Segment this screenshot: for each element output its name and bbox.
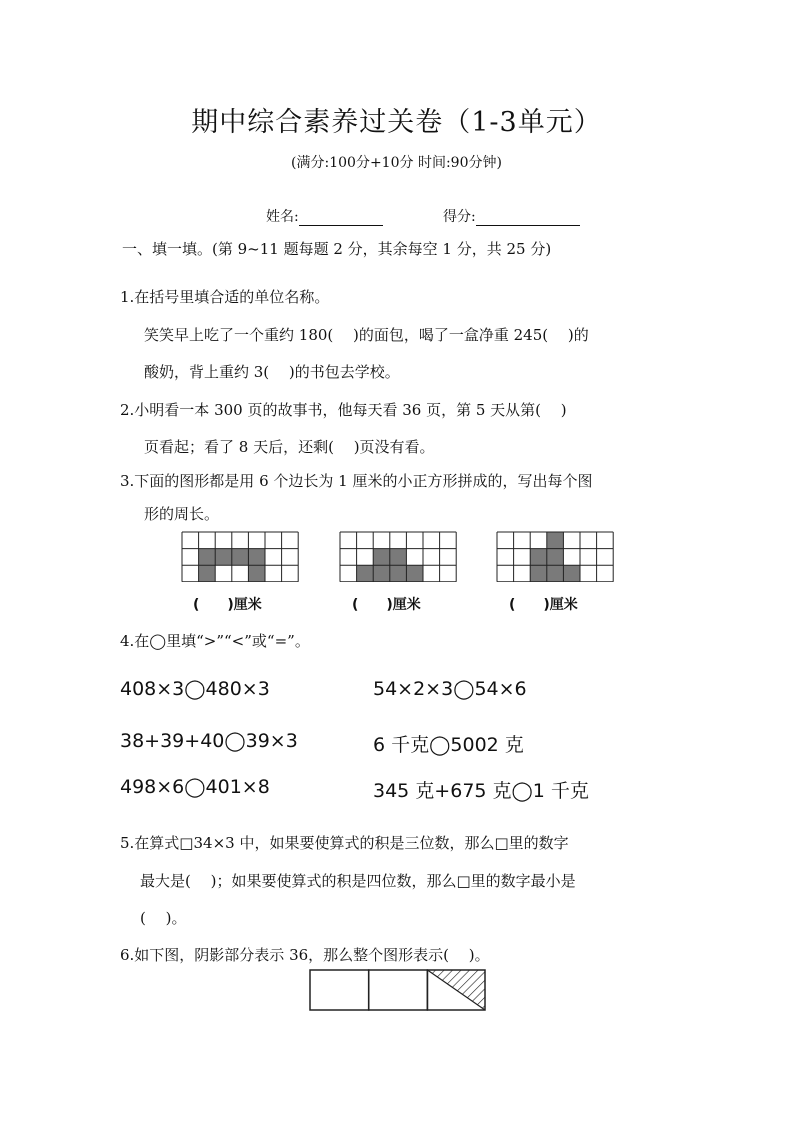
shaded-square <box>199 549 216 566</box>
score-blank[interactable] <box>476 211 580 226</box>
fraction-bar <box>309 969 487 1011</box>
shaded-square <box>248 549 265 566</box>
shaded-square <box>373 549 390 566</box>
compare-item-5: 498×6◯401×8 <box>120 776 270 798</box>
perimeter-figure-3 <box>496 531 616 582</box>
q2-line2: 页看起；看了 8 天后，还剩( )页没有看。 <box>144 438 435 456</box>
shaded-square <box>215 549 232 566</box>
bar-part-1 <box>310 970 369 1010</box>
shaded-square <box>530 549 547 566</box>
shaded-square <box>373 565 390 582</box>
q3-line1: 3.下面的图形都是用 6 个边长为 1 厘米的小正方形拼成的，写出每个图 <box>120 472 593 490</box>
compare-item-6: 345 克+675 克◯1 千克 <box>373 780 589 802</box>
perimeter-figure-2 <box>339 531 459 582</box>
shaded-square <box>390 565 407 582</box>
figure-3-caption: ( )厘米 <box>509 597 578 613</box>
q5-line3: ( )。 <box>140 909 187 927</box>
shaded-square <box>547 565 564 582</box>
page-title: 期中综合素养过关卷（1-3单元） <box>191 107 602 138</box>
page-subtitle: (满分:100分+10分 时间:90分钟) <box>291 155 502 171</box>
compare-item-1: 408×3◯480×3 <box>120 678 270 700</box>
shaded-square <box>390 549 407 566</box>
q2-line1: 2.小明看一本 300 页的故事书，他每天看 36 页，第 5 天从第( ) <box>120 401 567 419</box>
q1-line2: 笑笑早上吃了一个重约 180( )的面包，喝了一盒净重 245( )的 <box>144 326 589 344</box>
shaded-square <box>547 532 564 549</box>
q3-line2: 形的周长。 <box>144 505 220 523</box>
shaded-square <box>357 565 374 582</box>
q6-line1: 6.如下图，阴影部分表示 36，那么整个图形表示( )。 <box>120 946 490 964</box>
q1-line3: 酸奶，背上重约 3( )的书包去学校。 <box>144 363 400 381</box>
q5-line1: 5.在算式□34×3 中，如果要使算式的积是三位数，那么□里的数字 <box>120 834 569 852</box>
compare-item-2: 54×2×3◯54×6 <box>373 678 527 700</box>
name-label: 姓名: <box>266 209 299 225</box>
shaded-square <box>199 565 216 582</box>
score-label: 得分: <box>443 209 476 225</box>
section-heading: 一、填一填。(第 9~11 题每题 2 分，其余每空 1 分，共 25 分) <box>122 240 552 258</box>
shaded-square <box>232 549 249 566</box>
q5-line2: 最大是( )；如果要使算式的积是四位数，那么□里的数字最小是 <box>140 872 576 890</box>
compare-item-3: 38+39+40◯39×3 <box>120 730 298 752</box>
q1-line1: 1.在括号里填合适的单位名称。 <box>120 288 330 306</box>
figure-1-caption: ( )厘米 <box>193 597 262 613</box>
perimeter-figure-1 <box>181 531 301 582</box>
name-blank[interactable] <box>299 211 383 226</box>
q4-line1: 4.在◯里填“>”“<”或“=”。 <box>120 632 310 650</box>
figure-2-caption: ( )厘米 <box>352 597 421 613</box>
bar-part-2 <box>369 970 428 1010</box>
shaded-square <box>406 565 423 582</box>
shaded-square <box>530 565 547 582</box>
shaded-square <box>248 565 265 582</box>
name-field[interactable] <box>266 206 383 226</box>
score-field[interactable] <box>443 206 580 226</box>
shaded-square <box>563 565 580 582</box>
compare-item-4: 6 千克◯5002 克 <box>373 734 524 756</box>
shaded-square <box>547 549 564 566</box>
